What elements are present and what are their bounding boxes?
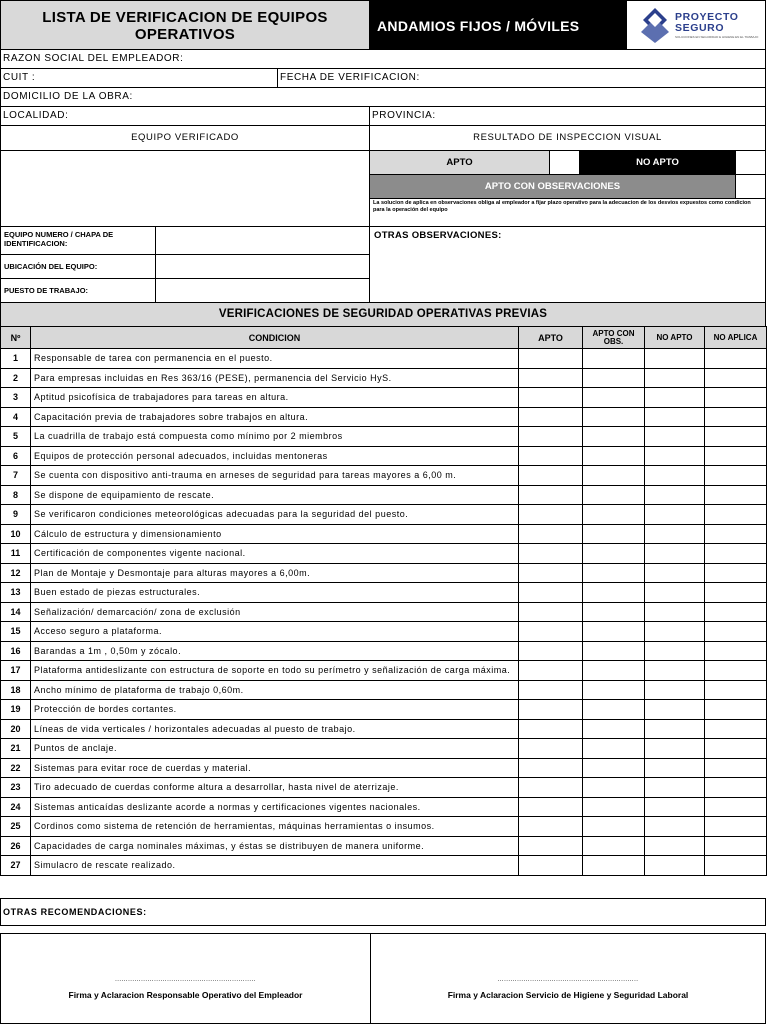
verificaciones-section-title-box xyxy=(0,302,766,327)
check-row-condition: Para empresas incluidas en Res 363/16 (PESE), permanencia del Servicio HyS. xyxy=(31,368,519,388)
check-row-number: 12 xyxy=(1,563,31,583)
col-header-no-apto: NO APTO xyxy=(645,327,705,349)
verificaciones-header-row xyxy=(1,327,767,349)
check-row-number: 21 xyxy=(1,739,31,759)
check-no-apto-cell[interactable] xyxy=(645,817,705,837)
check-apto-cell[interactable] xyxy=(519,427,583,447)
check-no-apto-cell[interactable] xyxy=(645,641,705,661)
check-apto-cell[interactable] xyxy=(519,778,583,798)
apto-obs-result-label: APTO CON OBSERVACIONES xyxy=(484,181,621,192)
check-row-number: 20 xyxy=(1,719,31,739)
fecha-label: FECHA DE VERIFICACION: xyxy=(280,72,420,83)
form-title-line2: OPERATIVOS xyxy=(134,26,236,43)
check-no-apto-cell[interactable] xyxy=(645,563,705,583)
check-no-apto-cell[interactable] xyxy=(645,856,705,876)
check-row-condition: Equipos de protección personal adecuados, incluidas mentoneras xyxy=(31,446,519,466)
col-header-apto-obs: APTO CON OBS. xyxy=(583,327,645,349)
check-apto-cell[interactable] xyxy=(519,836,583,856)
check-row-condition: Protección de bordes cortantes. xyxy=(31,700,519,720)
check-row xyxy=(1,544,767,564)
check-no-apto-cell[interactable] xyxy=(645,427,705,447)
check-apto-cell[interactable] xyxy=(519,466,583,486)
form-title-box xyxy=(0,0,370,50)
check-apto-obs-cell[interactable] xyxy=(583,368,645,388)
check-no-aplica-cell[interactable] xyxy=(705,797,767,817)
col-header-num: Nº xyxy=(1,327,31,349)
check-row-number: 19 xyxy=(1,700,31,720)
check-row-number: 22 xyxy=(1,758,31,778)
equipo-numero-input[interactable] xyxy=(155,226,370,255)
check-no-aplica-cell[interactable] xyxy=(705,778,767,798)
check-no-aplica-cell[interactable] xyxy=(705,505,767,525)
ubicacion-label: UBICACIÓN DEL EQUIPO: xyxy=(4,262,98,271)
check-row xyxy=(1,524,767,544)
check-no-aplica-cell[interactable] xyxy=(705,719,767,739)
check-no-apto-cell[interactable] xyxy=(645,836,705,856)
logo-name-line1: PROYECTO xyxy=(675,11,739,23)
check-no-aplica-cell[interactable] xyxy=(705,739,767,759)
apto-result-label-box xyxy=(369,150,550,175)
check-apto-cell[interactable] xyxy=(519,407,583,427)
check-apto-obs-cell[interactable] xyxy=(583,680,645,700)
check-apto-obs-cell[interactable] xyxy=(583,505,645,525)
verificaciones-table xyxy=(0,326,767,876)
check-row-number: 24 xyxy=(1,797,31,817)
check-apto-obs-cell[interactable] xyxy=(583,739,645,759)
check-no-apto-cell[interactable] xyxy=(645,680,705,700)
check-row-number: 11 xyxy=(1,544,31,564)
otras-recomendaciones-box[interactable] xyxy=(0,898,766,926)
check-no-apto-cell[interactable] xyxy=(645,544,705,564)
check-row-number: 5 xyxy=(1,427,31,447)
check-apto-cell[interactable] xyxy=(519,680,583,700)
check-apto-cell[interactable] xyxy=(519,563,583,583)
check-row-number: 2 xyxy=(1,368,31,388)
no-apto-result-label-box xyxy=(579,150,736,175)
provincia-label: PROVINCIA: xyxy=(372,110,436,121)
check-row-number: 7 xyxy=(1,466,31,486)
check-apto-obs-cell[interactable] xyxy=(583,817,645,837)
check-apto-obs-cell[interactable] xyxy=(583,563,645,583)
check-no-apto-cell[interactable] xyxy=(645,758,705,778)
check-no-aplica-cell[interactable] xyxy=(705,758,767,778)
check-no-aplica-cell[interactable] xyxy=(705,446,767,466)
check-no-aplica-cell[interactable] xyxy=(705,817,767,837)
apto-obs-result-label-box xyxy=(369,174,736,199)
check-row-number: 9 xyxy=(1,505,31,525)
logo-name-line2: SEGURO xyxy=(675,22,725,34)
equipo-numero-label: EQUIPO NUMERO / CHAPA DE IDENTIFICACION: xyxy=(4,230,114,248)
check-no-apto-cell[interactable] xyxy=(645,485,705,505)
check-row xyxy=(1,758,767,778)
puesto-label-box xyxy=(0,278,156,303)
logo-tagline: SOLUCIONES EN SEGURIDAD E HIGIENE EN EL TRABAJO xyxy=(675,35,759,39)
check-apto-obs-cell[interactable] xyxy=(583,602,645,622)
col-header-condicion: CONDICION xyxy=(31,327,519,349)
check-row-condition: Líneas de vida verticales / horizontales adecuadas al puesto de trabajo. xyxy=(31,719,519,739)
check-row-condition: Señalización/ demarcación/ zona de exclusión xyxy=(31,602,519,622)
apto-checkbox[interactable] xyxy=(549,150,580,175)
check-no-apto-cell[interactable] xyxy=(645,719,705,739)
check-row-number: 4 xyxy=(1,407,31,427)
apto-obs-checkbox[interactable] xyxy=(735,174,766,199)
check-no-aplica-cell[interactable] xyxy=(705,407,767,427)
check-row xyxy=(1,836,767,856)
check-apto-obs-cell[interactable] xyxy=(583,544,645,564)
otras-observaciones-label: OTRAS OBSERVACIONES: xyxy=(374,230,502,241)
check-apto-cell[interactable] xyxy=(519,856,583,876)
check-row xyxy=(1,505,767,525)
check-row-number: 17 xyxy=(1,661,31,681)
check-no-aplica-cell[interactable] xyxy=(705,466,767,486)
check-row xyxy=(1,368,767,388)
check-row-condition: Capacitación previa de trabajadores sobre trabajos en altura. xyxy=(31,407,519,427)
col-header-no-aplica: NO APLICA xyxy=(705,327,767,349)
check-row xyxy=(1,719,767,739)
check-no-aplica-cell[interactable] xyxy=(705,563,767,583)
check-no-apto-cell[interactable] xyxy=(645,388,705,408)
check-row xyxy=(1,407,767,427)
check-apto-cell[interactable] xyxy=(519,700,583,720)
razon-social-label: RAZON SOCIAL DEL EMPLEADOR: xyxy=(3,53,184,64)
apto-obs-note: La solucion de aplica en observaciones obliga al empleador a fijar plazo operativo para la adecuacion de los desvios expuestos como condicion para la operación del equipo xyxy=(373,200,751,213)
check-apto-obs-cell[interactable] xyxy=(583,778,645,798)
check-row xyxy=(1,446,767,466)
check-apto-obs-cell[interactable] xyxy=(583,797,645,817)
form-subtitle-box xyxy=(369,0,627,50)
check-row-condition: Buen estado de piezas estructurales. xyxy=(31,583,519,603)
check-no-aplica-cell[interactable] xyxy=(705,700,767,720)
apto-obs-note-box xyxy=(369,198,766,227)
check-apto-cell[interactable] xyxy=(519,739,583,759)
logo-box xyxy=(626,0,766,50)
check-apto-cell[interactable] xyxy=(519,446,583,466)
check-row-condition: Barandas a 1m , 0,50m y zócalo. xyxy=(31,641,519,661)
check-no-aplica-cell[interactable] xyxy=(705,856,767,876)
localidad-label: LOCALIDAD: xyxy=(3,110,69,121)
check-apto-obs-cell[interactable] xyxy=(583,856,645,876)
check-row-number: 27 xyxy=(1,856,31,876)
cuit-label: CUIT : xyxy=(3,72,36,83)
check-no-aplica-cell[interactable] xyxy=(705,524,767,544)
check-no-apto-cell[interactable] xyxy=(645,622,705,642)
check-no-aplica-cell[interactable] xyxy=(705,388,767,408)
resultado-inspeccion-label: RESULTADO DE INSPECCION VISUAL xyxy=(473,132,662,143)
check-apto-obs-cell[interactable] xyxy=(583,485,645,505)
form-title-line1: LISTA DE VERIFICACION DE EQUIPOS xyxy=(42,9,328,26)
check-apto-obs-cell[interactable] xyxy=(583,836,645,856)
verificaciones-section-title: VERIFICACIONES DE SEGURIDAD OPERATIVAS PREVIAS xyxy=(218,308,548,320)
provincia-field[interactable] xyxy=(369,106,766,126)
check-no-aplica-cell[interactable] xyxy=(705,836,767,856)
check-row-condition: Certificación de componentes vigente nacional. xyxy=(31,544,519,564)
no-apto-result-label: NO APTO xyxy=(636,157,679,168)
check-row-condition: Cálculo de estructura y dimensionamiento xyxy=(31,524,519,544)
check-row-number: 10 xyxy=(1,524,31,544)
check-row-condition: La cuadrilla de trabajo está compuesta como mínimo por 2 miembros xyxy=(31,427,519,447)
signature-right-caption: Firma y Aclaracion Servicio de Higiene y Seguridad Laboral xyxy=(447,990,689,1000)
check-apto-obs-cell[interactable] xyxy=(583,427,645,447)
proyecto-seguro-logo-icon xyxy=(637,6,673,44)
check-row xyxy=(1,797,767,817)
check-no-aplica-cell[interactable] xyxy=(705,622,767,642)
check-row xyxy=(1,700,767,720)
otras-observaciones-box[interactable] xyxy=(369,226,766,303)
check-row-condition: Se dispone de equipamiento de rescate. xyxy=(31,485,519,505)
check-apto-obs-cell[interactable] xyxy=(583,700,645,720)
check-apto-obs-cell[interactable] xyxy=(583,407,645,427)
check-no-apto-cell[interactable] xyxy=(645,466,705,486)
check-no-aplica-cell[interactable] xyxy=(705,583,767,603)
signature-left-box[interactable] xyxy=(0,933,371,1024)
puesto-label: PUESTO DE TRABAJO: xyxy=(4,286,89,295)
signature-left-caption: Firma y Aclaracion Responsable Operativo del Empleador xyxy=(68,990,303,1000)
check-no-apto-cell[interactable] xyxy=(645,368,705,388)
otras-recomendaciones-label: OTRAS RECOMENDACIONES: xyxy=(3,907,147,917)
equipo-verificado-label: EQUIPO VERIFICADO xyxy=(131,132,239,143)
puesto-input[interactable] xyxy=(155,278,370,303)
check-no-aplica-cell[interactable] xyxy=(705,680,767,700)
check-no-apto-cell[interactable] xyxy=(645,446,705,466)
domicilio-label: DOMICILIO DE LA OBRA: xyxy=(3,91,133,102)
check-row-condition: Acceso seguro a plataforma. xyxy=(31,622,519,642)
check-row xyxy=(1,817,767,837)
check-apto-obs-cell[interactable] xyxy=(583,466,645,486)
check-row-condition: Ancho mínimo de plataforma de trabajo 0,60m. xyxy=(31,680,519,700)
check-row-number: 25 xyxy=(1,817,31,837)
check-apto-obs-cell[interactable] xyxy=(583,622,645,642)
col-header-apto: APTO xyxy=(519,327,583,349)
check-row-number: 15 xyxy=(1,622,31,642)
check-row-number: 13 xyxy=(1,583,31,603)
check-no-aplica-cell[interactable] xyxy=(705,641,767,661)
check-row-condition: Cordinos como sistema de retención de herramientas, máquinas herramientas o insumos. xyxy=(31,817,519,837)
check-apto-cell[interactable] xyxy=(519,719,583,739)
check-apto-cell[interactable] xyxy=(519,485,583,505)
check-row-condition: Se verificaron condiciones meteorológicas adecuadas para la seguridad del puesto. xyxy=(31,505,519,525)
check-row-condition: Capacidades de carga nominales máximas, y éstas se distribuyen de manera uniforme. xyxy=(31,836,519,856)
check-row-condition: Se cuenta con dispositivo anti-trauma en arneses de seguridad para tareas mayores a 6,00 m. xyxy=(31,466,519,486)
check-apto-cell[interactable] xyxy=(519,622,583,642)
check-row xyxy=(1,856,767,876)
signature-right-box[interactable] xyxy=(370,933,766,1024)
resultado-inspeccion-header xyxy=(369,125,766,151)
razon-social-field[interactable] xyxy=(0,49,766,69)
fecha-field[interactable] xyxy=(277,68,766,88)
check-row-condition: Tiro adecuado de cuerdas conforme altura a desarrollar, hasta nivel de aterrizaje. xyxy=(31,778,519,798)
check-apto-obs-cell[interactable] xyxy=(583,641,645,661)
check-apto-obs-cell[interactable] xyxy=(583,349,645,369)
cuit-field[interactable] xyxy=(0,68,278,88)
check-no-aplica-cell[interactable] xyxy=(705,368,767,388)
check-apto-cell[interactable] xyxy=(519,641,583,661)
check-row-number: 1 xyxy=(1,349,31,369)
check-no-aplica-cell[interactable] xyxy=(705,349,767,369)
check-no-apto-cell[interactable] xyxy=(645,602,705,622)
check-no-apto-cell[interactable] xyxy=(645,700,705,720)
check-no-apto-cell[interactable] xyxy=(645,583,705,603)
check-no-apto-cell[interactable] xyxy=(645,505,705,525)
form-subtitle: ANDAMIOS FIJOS / MÓVILES xyxy=(377,18,580,34)
check-apto-cell[interactable] xyxy=(519,388,583,408)
check-row xyxy=(1,602,767,622)
check-no-apto-cell[interactable] xyxy=(645,778,705,798)
check-apto-obs-cell[interactable] xyxy=(583,661,645,681)
equipo-verificado-area[interactable] xyxy=(0,150,370,227)
signature-left-line: ................................................................. xyxy=(115,977,256,983)
check-apto-cell[interactable] xyxy=(519,349,583,369)
check-row xyxy=(1,349,767,369)
check-no-apto-cell[interactable] xyxy=(645,349,705,369)
check-row xyxy=(1,485,767,505)
check-row xyxy=(1,466,767,486)
check-row-number: 16 xyxy=(1,641,31,661)
equipo-numero-label-box xyxy=(0,226,156,255)
check-row-condition: Simulacro de rescate realizado. xyxy=(31,856,519,876)
ubicacion-label-box xyxy=(0,254,156,279)
no-apto-checkbox[interactable] xyxy=(735,150,766,175)
check-row-condition: Sistemas anticaídas deslizante acorde a normas y certificaciones vigentes nacionales. xyxy=(31,797,519,817)
check-apto-obs-cell[interactable] xyxy=(583,524,645,544)
check-apto-cell[interactable] xyxy=(519,524,583,544)
check-apto-cell[interactable] xyxy=(519,368,583,388)
check-row-number: 18 xyxy=(1,680,31,700)
check-no-apto-cell[interactable] xyxy=(645,739,705,759)
check-row xyxy=(1,563,767,583)
apto-result-label: APTO xyxy=(446,157,473,168)
check-apto-cell[interactable] xyxy=(519,758,583,778)
check-apto-cell[interactable] xyxy=(519,602,583,622)
check-row-number: 23 xyxy=(1,778,31,798)
check-apto-cell[interactable] xyxy=(519,797,583,817)
check-apto-obs-cell[interactable] xyxy=(583,446,645,466)
check-no-apto-cell[interactable] xyxy=(645,797,705,817)
check-no-aplica-cell[interactable] xyxy=(705,661,767,681)
check-apto-obs-cell[interactable] xyxy=(583,583,645,603)
check-row-condition: Plan de Montaje y Desmontaje para alturas mayores a 6,00m. xyxy=(31,563,519,583)
domicilio-field[interactable] xyxy=(0,87,766,107)
check-apto-cell[interactable] xyxy=(519,583,583,603)
check-row-condition: Plataforma antideslizante con estructura de soporte en todo su perímetro y señalización de carga máxima. xyxy=(31,661,519,681)
check-row xyxy=(1,661,767,681)
check-no-apto-cell[interactable] xyxy=(645,407,705,427)
check-no-apto-cell[interactable] xyxy=(645,661,705,681)
check-row xyxy=(1,778,767,798)
check-row-number: 3 xyxy=(1,388,31,408)
localidad-field[interactable] xyxy=(0,106,370,126)
equipo-verificado-header xyxy=(0,125,370,151)
ubicacion-input[interactable] xyxy=(155,254,370,279)
check-apto-obs-cell[interactable] xyxy=(583,758,645,778)
check-row xyxy=(1,583,767,603)
check-no-aplica-cell[interactable] xyxy=(705,602,767,622)
check-apto-obs-cell[interactable] xyxy=(583,388,645,408)
check-row xyxy=(1,427,767,447)
check-row xyxy=(1,388,767,408)
check-apto-cell[interactable] xyxy=(519,505,583,525)
check-row-number: 26 xyxy=(1,836,31,856)
check-no-aplica-cell[interactable] xyxy=(705,427,767,447)
check-row-number: 8 xyxy=(1,485,31,505)
check-row-condition: Sistemas para evitar roce de cuerdas y material. xyxy=(31,758,519,778)
check-row xyxy=(1,739,767,759)
check-row-condition: Responsable de tarea con permanencia en el puesto. xyxy=(31,349,519,369)
check-row-number: 6 xyxy=(1,446,31,466)
signature-right-line: ................................................................. xyxy=(497,977,639,983)
check-apto-cell[interactable] xyxy=(519,817,583,837)
check-no-aplica-cell[interactable] xyxy=(705,485,767,505)
check-no-apto-cell[interactable] xyxy=(645,524,705,544)
check-row xyxy=(1,622,767,642)
check-no-aplica-cell[interactable] xyxy=(705,544,767,564)
check-row xyxy=(1,641,767,661)
check-row-number: 14 xyxy=(1,602,31,622)
check-row-condition: Puntos de anclaje. xyxy=(31,739,519,759)
check-apto-cell[interactable] xyxy=(519,661,583,681)
check-row-condition: Aptitud psicofísica de trabajadores para tareas en altura. xyxy=(31,388,519,408)
check-apto-cell[interactable] xyxy=(519,544,583,564)
check-row xyxy=(1,680,767,700)
check-apto-obs-cell[interactable] xyxy=(583,719,645,739)
